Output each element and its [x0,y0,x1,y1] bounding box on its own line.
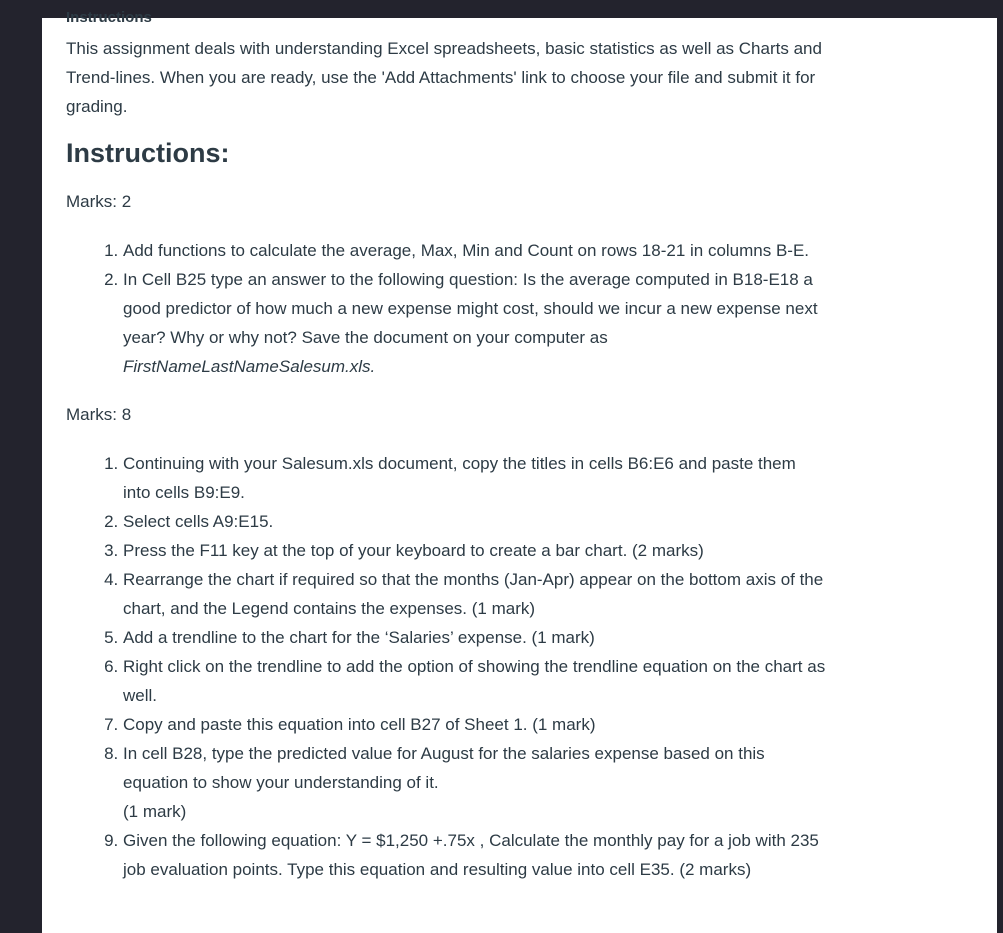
assignment-description-panel [42,9,997,933]
instructions-list-2 [66,449,826,884]
list-item-text: Rearrange the chart if required so that the months (Jan-Apr) appear on the bottom axis of the chart, and the Legend contains the expenses. (1 mark) [123,570,824,618]
list-item [123,652,826,710]
list-item [123,265,826,381]
list-item-text: Add functions to calculate the average, Max, Min and Count on rows 18-21 in columns B-E. [123,241,810,260]
list-item-text: Press the F11 key at the top of your keyboard to create a bar chart. (2 marks) [123,541,704,560]
list-item [123,236,826,265]
marks-label-section-2: Marks: 8 [66,405,132,424]
list-item-text: In cell B28, type the predicted value for August for the salaries expense based on this equation to show your understanding of it. [123,744,765,792]
list-item [123,565,826,623]
list-item-text: Continuing with your Salesum.xls document, copy the titles in cells B6:E6 and paste them into cells B9:E9. [123,454,796,502]
list-item [123,536,826,565]
instructions-heading: Instructions: [66,138,230,168]
list-item [123,449,826,507]
mark-note: (1 mark) [123,802,187,821]
list-item-text: Given the following equation: Y = $1,250 +.75x , Calculate the monthly pay for a job with 235 job evaluation points. Type this equation and resulting value into cell E35. (2 marks) [123,831,819,879]
instructions-list-1 [66,236,826,381]
list-item [123,739,826,826]
list-item [123,710,826,739]
intro-paragraph: This assignment deals with understanding Excel spreadsheets, basic statistics as well as Charts and Trend-lines. When you are ready, use the 'Add Attachments' link to choose your file and submit it for grading. [66,39,822,116]
list-item-text: In Cell B25 type an answer to the following question: Is the average computed in B18-E18 a good predictor of how much a new expense might cost, should we incur a new expense next year? Why or why not? Save the document on your computer as [123,270,818,347]
list-item-text: Right click on the trendline to add the option of showing the trendline equation on the chart as well. [123,657,826,705]
list-item-text: Copy and paste this equation into cell B27 of Sheet 1. (1 mark) [123,715,596,734]
assignment-content [66,34,826,884]
list-item [123,826,826,884]
filename-text: FirstNameLastNameSalesum.xls. [123,357,376,376]
list-item [123,623,826,652]
list-item-text: Select cells A9:E15. [123,512,274,531]
marks-label-section-1: Marks: 2 [66,192,132,211]
list-item-text: Add a trendline to the chart for the ‘Salaries’ expense. (1 mark) [123,628,595,647]
section-heading-cutoff: Instructions [66,9,152,26]
list-item [123,507,826,536]
